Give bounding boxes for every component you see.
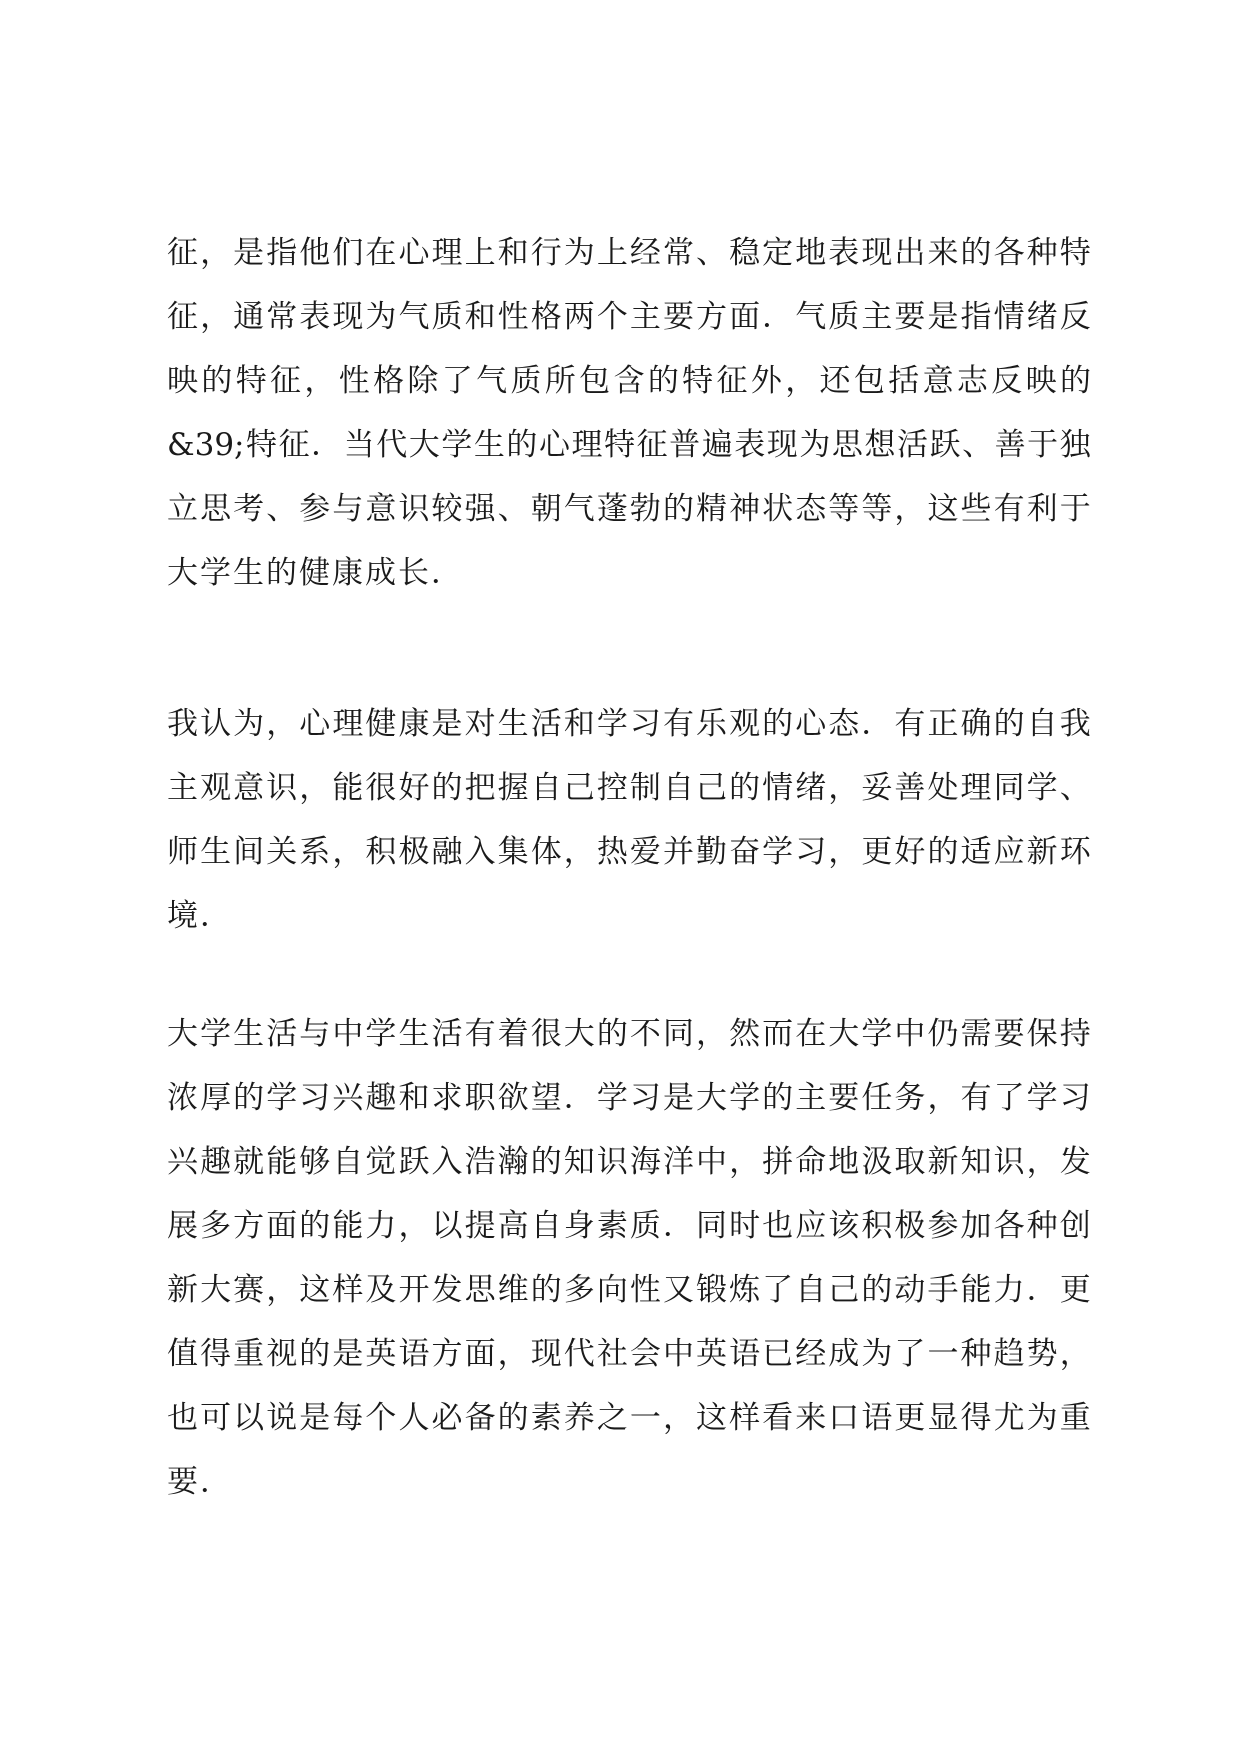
text-line: 大学生的健康成长． — [167, 555, 464, 591]
text-line: 映 的 特 征 ， 性 格 除 了 气 质 所 包 含 的 特 征 外 ， 还 包 括 意 志 反 映 的 — [167, 363, 1091, 399]
text-line: &39; 特 征 ． 当 代 大 学 生 的 心 理 特 征 普 遍 表 现 为 思 想 活 跃 、 善 于 独 — [167, 427, 1091, 463]
text-line: 征 ， 通 常 表 现 为 气 质 和 性 格 两 个 主 要 方 面 ． 气 质 主 要 是 指 情 绪 反 — [167, 299, 1091, 335]
text-line: 师 生 间 关 系 ， 积 极 融 入 集 体 ， 热 爱 并 勤 奋 学 习 ， 更 好 的 适 应 新 环 — [167, 834, 1091, 870]
text-line: 立 思 考 、 参 与 意 识 较 强 、 朝 气 蓬 勃 的 精 神 状 态 等 等 ， 这 些 有 利 于 — [167, 491, 1091, 527]
text-line: 值 得 重 视 的 是 英 语 方 面 ， 现 代 社 会 中 英 语 已 经 成 为 了 一 种 趋 势 ， — [167, 1336, 1091, 1372]
paragraph-1 — [167, 221, 1091, 605]
text-line: 我 认 为 ， 心 理 健 康 是 对 生 活 和 学 习 有 乐 观 的 心 态 ． 有 正 确 的 自 我 — [167, 706, 1091, 742]
text-line: 征 ， 是 指 他 们 在 心 理 上 和 行 为 上 经 常 、 稳 定 地 表 现 出 来 的 各 种 特 — [167, 235, 1091, 271]
paragraph-2 — [167, 692, 1091, 948]
paragraph-3 — [167, 1002, 1091, 1514]
text-line: 浓 厚 的 学 习 兴 趣 和 求 职 欲 望 ． 学 习 是 大 学 的 主 要 任 务 ， 有 了 学 习 — [167, 1080, 1091, 1116]
text-line: 新 大 赛 ， 这 样 及 开 发 思 维 的 多 向 性 又 锻 炼 了 自 己 的 动 手 能 力 ． 更 — [167, 1272, 1091, 1308]
text-line: 大 学 生 活 与 中 学 生 活 有 着 很 大 的 不 同 ， 然 而 在 大 学 中 仍 需 要 保 持 — [167, 1016, 1091, 1052]
text-line: 主 观 意 识 ， 能 很 好 的 把 握 自 己 控 制 自 己 的 情 绪 ， 妥 善 处 理 同 学 、 — [167, 770, 1091, 806]
text-line: 兴 趣 就 能 够 自 觉 跃 入 浩 瀚 的 知 识 海 洋 中 ， 拼 命 地 汲 取 新 知 识 ， 发 — [167, 1144, 1091, 1180]
text-line: 境． — [167, 898, 233, 934]
text-line: 要． — [167, 1464, 233, 1500]
text-line: 也 可 以 说 是 每 个 人 必 备 的 素 养 之 一 ， 这 样 看 来 口 语 更 显 得 尤 为 重 — [167, 1400, 1091, 1436]
text-line: 展 多 方 面 的 能 力 ， 以 提 高 自 身 素 质 ． 同 时 也 应 该 积 极 参 加 各 种 创 — [167, 1208, 1091, 1244]
